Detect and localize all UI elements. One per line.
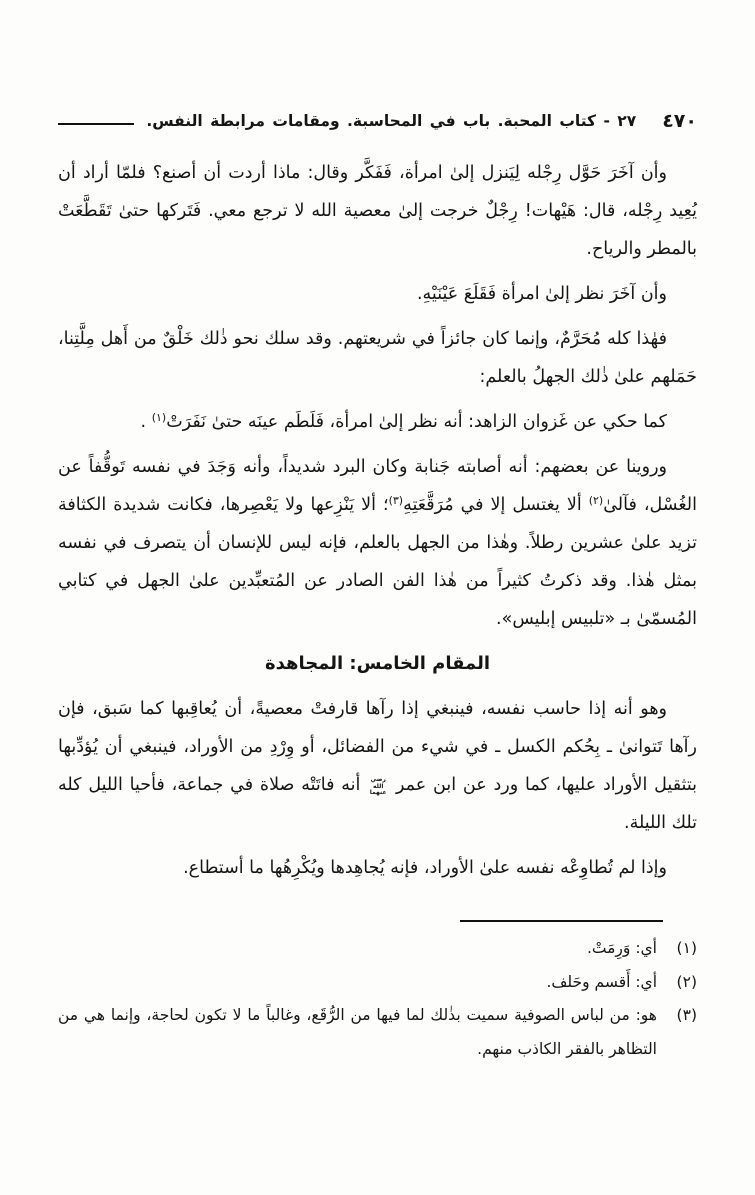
footnote-marker: (٣) [676,1006,697,1024]
footnote [58,999,697,1066]
page-number: ٤٧٠ [662,110,697,132]
footnote-area [58,920,697,1066]
footnote-separator-rule [460,920,663,922]
footnote-marker: (٢) [676,972,697,991]
body-text [58,154,697,894]
paragraph: كما حكي عن غَزوان الزاهد: أنه نظر إلىٰ امرأة، فَلَطَم عينَه حتىٰ نَفَرَتْ$^{(١)}$ . [140,411,667,432]
footnote-text: هو: من لباس الصوفية سميت بذٰلك لما فيها من الرُّقَع، وغالباً ما لا تكون لحاجة، وإنما هي من التظاهر بالفقر الكاذب منهم. [58,1006,657,1058]
chapter-title: ٢٧ - كتاب المحبة. باب في المحاسبة. ومقامات مرابطة النفس. [146,112,637,130]
running-header [58,110,697,132]
honorific-seal: رضي الله عنهما [369,776,387,796]
header-rule [58,123,134,125]
footnote-reference: (١) [151,411,167,424]
paragraph: وأن آخَرَ نظر إلىٰ امرأة فَقَلَعَ عَيْنَيْهِ. [416,284,667,304]
footnote-reference: (٣) [388,494,404,507]
paragraph: وروينا عن بعضهم: أنه أصابته جَنابة وكان البرد شديداً، وأنه وَجَدَ في نفسه تَوقُّفاً عن الغُسْل، فآلىٰ$^{(٢)}$ ألا يغتسل إلا في مُرَقَّعَتِهِ$^{(٣)}$؛ ألا يَنْزِعها ولا يَعْصِرها، فكانت شديدة الكثافة تزيد علىٰ عشرين رطلاً. وهٰذا من الجهل بالعلم، فإنه ليس للإنسان أن يتصرف في نفسه بمثل هٰذا. وقد ذكرتُ كثيراً من هٰذا الفن الصادر عن المُتعبِّدين علىٰ الجهل في كتابي المُسمّىٰ بـ «تلبيس إبليس». [58,457,697,629]
paragraph: وإذا لم تُطاوِعْه نفسه علىٰ الأوراد، فإنه يُجاهِدها ويُكْرِهُها ما أستطاع. [183,858,667,878]
footnote-reference: (٢) [588,494,604,507]
footnote-text: أي: أَقسم وحَلف. [546,972,657,991]
footnote-marker: (١) [676,939,697,957]
paragraph: وأن آخَرَ حَوَّل رِجْله لِيَنزل إلىٰ امرأة، فَفَكَّر وقال: ماذا أردت أن أصنع؟ فلمّا أراد أن يُعِيد رِجْله، قال: هَيْهات! رِجْلٌ خرجت إلىٰ معصية الله لا ترجع معي. فَتَركها حتىٰ تَقَطَّعَتْ بالمطر والرياح. [58,163,697,259]
paragraph: فهٰذا كله مُحَرَّمٌ، وإنما كان جائزاً في شريعتهم. وقد سلك نحو ذٰلك خَلْقٌ من أَهل مِلَّتِنا، حَمَلهم علىٰ ذٰلك الجهلُ بالعلم: [58,329,697,387]
footnote [58,932,697,966]
section-heading: المقام الخامس: المجاهدة [264,653,491,674]
paragraph: وهو أنه إذا حاسب نفسه، فينبغي إذا رآها قارفتْ معصيةً، أن يُعاقِبها كما سَبق، فإن رآها تَتوانىٰ ـ بِحُكم الكسل ـ في شيء من الفضائل، أو وِرْدِ من الأوراد، فينبغي أن يُؤدِّبها بتثقيل الأوراد عليها، كما ورد عن ابن عمر رضي الله عنهما أنه فاتَتْه صلاة في جماعة، فأحيا الليل كله تلك الليلة. [58,699,697,833]
footnote-text: أي: وَرِمَتْ. [586,939,657,957]
footnote [58,966,697,1000]
